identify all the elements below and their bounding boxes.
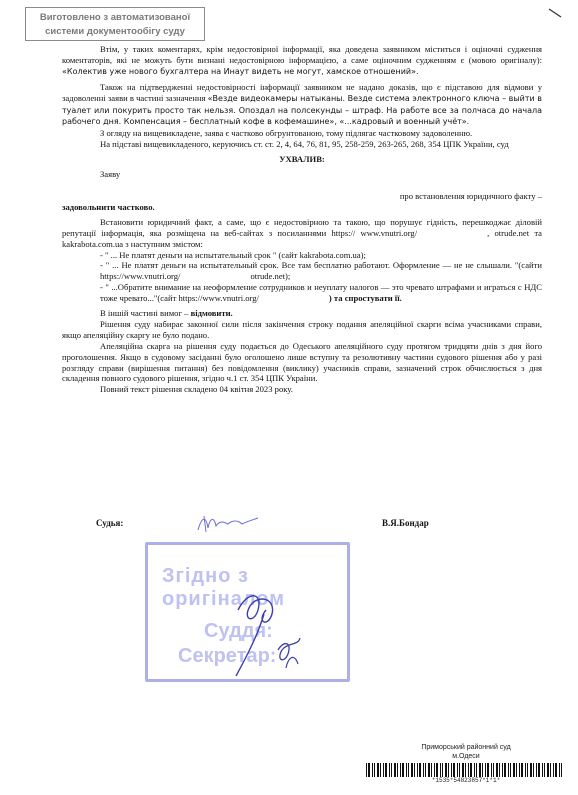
barcode-bar [462,763,464,777]
court-name [366,743,566,761]
list-item-2: - " ... Не платят деньги на испытательный срок. Все там бесплатно работают. Оформление — не не слышали. "(сайти https://www.vnutri.org/ otrude.net); [100,260,542,282]
paragraph-4: На підставі вищевикладеного, керуючись ст. ст. 2, 4, 64, 76, 81, 95, 258-259, 263-265, 268, 354 ЦПК України, суд [100,139,509,150]
judge-label: Судья: [96,518,124,528]
barcode-bar [553,763,554,777]
paragraph-1: Втім, у таких коментарях, крім недостовірної інформації, яка доведена заявником міститься і оціночні судження коментаторів, які не можуть бути визнані недостовірною інформацією, а саме оціночним судженням є (мовою оригіналу): «Колектив уже нового бухгалтера на Инаут видеть не могут, хамское отношений». [62,44,542,76]
barcode-bar [402,763,404,777]
barcode-bar [408,763,409,777]
paragraph-5-end: задовольнити частково. [62,201,155,212]
barcode-bar [547,763,549,777]
paragraph-9: Апеляційна скарга на рішення суду подається до Одеського апеляційного суду протягом тридцяти днів з дня його проголошення. Якщо в судовому засіданні було оголошено лише вступну та резолютивну частини судового рішення або у разі розгляду справи (вирішення питання) без повідомлення (виклику) учасників справи, зазначений строк обчислюється з дня складення повного судового рішення, згідно ч.1 ст. 354 ЦПК України. [62,340,542,384]
barcode-bar [479,763,481,777]
barcode-bar [397,763,398,777]
barcode-bar [453,763,455,777]
barcode-bar [487,763,489,777]
corner-mark-icon [548,8,562,18]
barcode-bar [425,763,426,777]
barcode-bar [538,763,540,777]
paragraph-10: Повний текст рішення складено 04 квітня 2023 року. [100,384,293,395]
barcode-bar [385,763,387,777]
paragraph-3: З огляду на вищевикладене, заява є частково обгрунтованою, тому підлягає частковому задоволенню. [100,128,473,139]
barcode-bar [383,763,384,777]
document-barcode [366,763,566,777]
barcode-bar [485,763,486,777]
barcode-bar [550,763,551,777]
barcode-bar [476,763,477,777]
barcode-bar [411,763,413,777]
barcode-bar [527,763,528,777]
stamp-title: Згідно з оригіналом [162,565,286,610]
barcode-bar [521,763,523,777]
barcode-bar [394,763,396,777]
judge-signature-icon [194,510,264,536]
barcode-bar [368,763,370,777]
barcode-bar [504,763,506,777]
barcode-bar [414,763,415,777]
court-name-line-1: Приморський районний суд [421,744,511,751]
barcode-bar [457,763,458,777]
stamp-line-1: Виготовлено з автоматизованої [39,12,191,23]
barcode-bar [470,763,472,777]
barcode-bar [372,763,373,777]
barcode-bar [459,763,460,777]
barcode-bar [419,763,421,777]
barcode-bar [502,763,503,777]
paragraph-5-mid: про встановлення юридичного факту – [399,190,542,201]
barcode-bar [508,763,509,777]
barcode-bar [493,763,494,777]
barcode-bar [542,763,543,777]
barcode-bar [536,763,537,777]
paragraph-5-start: Заяву [100,169,121,180]
barcode-bar [465,763,466,777]
barcode-bar [366,763,367,777]
barcode-bar [440,763,441,777]
signature-row [96,518,496,534]
barcode-bar [423,763,424,777]
barcode-bar [516,763,517,777]
barcode-bar [374,763,375,777]
barcode-bar [406,763,407,777]
stamp-line-2: системи документообігу суду [45,26,185,37]
judge-name: В.Я.Бондар [382,518,429,528]
barcode-bar [525,763,526,777]
secretary-signature-icon [228,580,308,680]
barcode-bar [513,763,515,777]
barcode-bar [559,763,560,777]
barcode-bar [391,763,392,777]
barcode-bar [436,763,438,777]
barcode-bar [434,763,435,777]
barcode-bar [445,763,447,777]
barcode-bar [482,763,483,777]
barcode-bar [530,763,532,777]
barcode-bar [544,763,545,777]
barcode-bar [377,763,379,777]
barcode-bar [555,763,557,777]
barcode-bar [442,763,443,777]
barcode-bar [519,763,520,777]
document-body [62,44,542,395]
barcode-bar [510,763,511,777]
barcode-bar [496,763,498,777]
paragraph-8: Рішення суду набирає законної сили після закінчення строку подання апеляційної скарги всіма учасниками справи, якщо апеляційну скаргу не було подано. [62,318,542,340]
barcode-bar [417,763,418,777]
list-item-1: - " ... Не платят деньги на испытательный срок " (сайт kakrabota.com.ua); [100,249,366,260]
decision-heading: УХВАЛИВ: [279,154,325,165]
barcode-bar [431,763,432,777]
barcode-bar [468,763,469,777]
paragraph-7: В іншій частині вимог – відмовити. [100,308,233,319]
list-item-3: - " ...Обратите внимание на неоформление сотрудников и неуплату налогов — это чревато штрафами и играться с НДС тоже чревато..."(сайт https://www.vnutri.org/ ) та спростувати її. [100,282,542,304]
barcode-bar [491,763,492,777]
paragraph-6: Встановити юридичний факт, а саме, що є недостовірною та такою, що порушує гідність, перешкоджає діловій репутації інформація, яка розміщена на веб-сайтах з посиланнями https:// www.vnutri.org/ , otrude.net та kakrabota.com.ua з наступним змістом: [62,216,542,249]
automated-system-stamp [25,7,205,41]
barcode-bar [561,763,562,777]
barcode-bar [474,763,475,777]
barcode-number: *1535*54823857*1*1* [431,777,501,784]
barcode-bar [451,763,452,777]
barcode-bar [389,763,390,777]
barcode-bar [533,763,534,777]
court-name-line-2: м.Одеси [452,753,480,760]
paragraph-2: Також на підтвердженні недостовірності інформації заявником не надано доказів, що є підставою для відмови у задоволенні заяви в частині зазначення «Везде видеокамеры натыканы. Везде система электронного ключа – выйти в туалет или покурить просто так нельзя. Опоздал на полсекунды – штраф. На работе все за полчаса до начала рабочего дня. Компенсация – бесплатный кофе в кофемашине», «...кадровый и военный учёт». [62,81,542,127]
barcode-bar [499,763,500,777]
stamp-judge-label: Суддя: [204,620,273,642]
stamp-secretary-label: Секретар: [178,645,277,667]
barcode-bar [448,763,449,777]
barcode-bar [428,763,430,777]
barcode-bar [380,763,381,777]
barcode-bar [400,763,401,777]
